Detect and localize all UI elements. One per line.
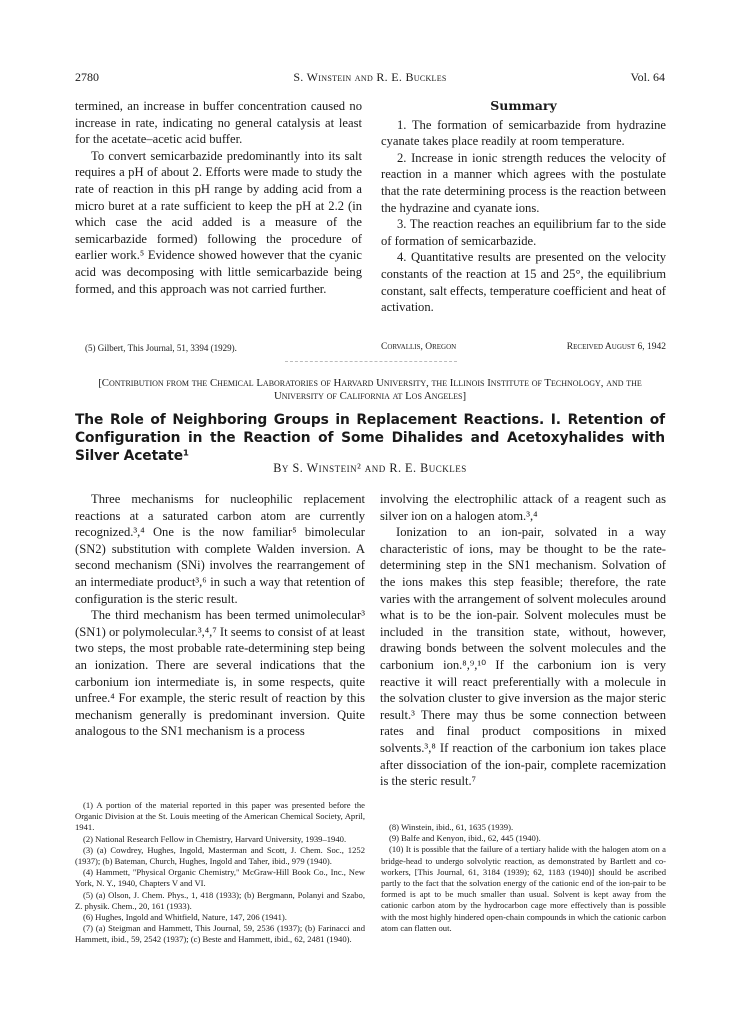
summary-item: 2. Increase in ionic strength reduces the velocity of reaction in a manner which agrees with the postulate that the rate determining process is the reaction between the hydrazine and cyanate ions.: [381, 150, 666, 215]
body-column-left: [75, 491, 365, 740]
footnotes-right: [381, 822, 666, 934]
summary-item: 4. Quantitative results are presented on the velocity constants of the reaction at 15 and 25°, the equilibrium constant, salt effects, temperature coefficient and heat of activation.: [381, 250, 666, 315]
summary-item: 3. The reaction reaches an equilibrium far to the side of formation of semicarbazide.: [381, 217, 666, 248]
footnote: (3) (a) Cowdrey, Hughes, Ingold, Masterman and Scott, J. Chem. Soc., 1252 (1937); (b) Bateman, Church, Hughes, Ingold and Taher, ibid., 979 (1940).: [75, 844, 365, 867]
contribution-line: [Contribution from the Chemical Laboratories of Harvard University, the Illinois Institute of Technology, and the University of California at Los Angeles]: [98, 377, 642, 402]
paragraph: The third mechanism has been termed unimolecular³ (SN1) or polymolecular.³,⁴,⁷ It seems to consist of at least two steps, the most probable rate-determining step being an ionization. There are several indications that the carbonium ion intermediate is, in some respects, quite unfree.⁴ For example, the steric result of reaction by this mechanism generally is predominant inversion. Quite analogous to the SN1 mechanism is a process: [75, 608, 365, 739]
authors-line: By S. Winstein² and R. E. Buckles: [273, 461, 467, 475]
footnote: (5) Gilbert, This Journal, 51, 3394 (1929).: [85, 343, 237, 353]
volume-label: Vol. 64: [630, 70, 665, 84]
footnote: (10) It is possible that the failure of a tertiary halide with the halogen atom on a bridge-head to undergo solvolytic reaction, as demonstrated by Bartlett and co-workers, [This Journal, 61, 3184 (1939); 62, 1183 (1940)] should be ascribed partly to the fact that the solvation energy of the cationic end of the ion-pair to be formed is apt to be much smaller than usual. Solvent is kept away from the cationic carbon atom by the hydrocarbon cage more effectively than is possible with the most highly hindered open-chain compounds in which the cationic carbon atom can flatten out.: [381, 844, 666, 933]
footnotes-left: [75, 800, 365, 946]
location: Corvallis, Oregon: [381, 342, 457, 352]
footnote: (1) A portion of the material reported in this paper was presented before the Organic Division at the St. Louis meeting of the American Chemical Society, April, 1941.: [75, 800, 365, 833]
received-date: Received August 6, 1942: [566, 342, 666, 352]
body-column-right: [380, 491, 666, 790]
summary-heading: Summary: [490, 98, 557, 113]
paragraph: involving the electrophilic attack of a reagent such as silver ion on a halogen atom.³,⁴: [380, 492, 666, 523]
section-divider: [285, 361, 457, 362]
footnote: (4) Hammett, "Physical Organic Chemistry," McGraw-Hill Book Co., Inc., New York, N. Y., 1940, Chapters V and VI.: [75, 867, 365, 889]
running-title: S. Winstein and R. E. Buckles: [293, 70, 447, 84]
page-number: 2780: [75, 70, 99, 84]
paragraph: Three mechanisms for nucleophilic replacement reactions at a saturated carbon atom are currently recognized.³,⁴ One is the now familiar⁵ bimolecular (SN2) substitution with complete Walden inversion. A second mechanism (SNi) involves the rearrangement of an intermediate product³,⁶ in such a way that retention of configuration is the steric result.: [75, 492, 365, 606]
footnote: (5) (a) Olson, J. Chem. Phys., 1, 418 (1933); (b) Bergmann, Polanyi and Szabo, Z. physik. Chem., 20, 161 (1933).: [75, 889, 365, 911]
running-header: [75, 70, 665, 86]
article-title: The Role of Neighboring Groups in Replacement Reactions. I. Retention of Configuration in the Reaction of Some Dihalides and Acetoxyhalides with Silver Acetate¹: [75, 412, 665, 464]
footnote: (7) (a) Steigman and Hammett, This Journal, 59, 2536 (1937); (b) Farinacci and Hammett, ibid., 59, 2542 (1937); (c) Beste and Hammett, ibid., 62, 2481 (1940).: [75, 923, 365, 945]
summary-item: 1. The formation of semicarbazide from hydrazine cyanate takes place readily at room temperature.: [381, 117, 666, 149]
summary-section: [381, 98, 666, 316]
footnote: (8) Winstein, ibid., 61, 1635 (1939).: [389, 822, 514, 832]
footnote: (9) Balfe and Kenyon, ibid., 62, 445 (1940).: [389, 833, 541, 844]
footnote: (6) Hughes, Ingold and Whitfield, Nature, 147, 206 (1941).: [83, 912, 287, 923]
paragraph: Ionization to an ion-pair, solvated in a way characteristic of ions, may be thought to be the rate-determining step in the SN1 mechanism. Solvation of the ions makes this step feasible; therefore, the rate varies with the arrangement of solvent molecules around what is to be the ion-pair. Solvent molecules must be included in the transition state, without, however, drawing bonds between the solvent molecules and the carbonium ion.⁸,⁹,¹⁰ If the carbonium ion is very reactive it will react preferentially with a molecule in the solvation cluster to give inversion as the major steric result.³ There may thus be some connection between rates and final product compositions in mixed solvents.³,⁸ If reaction of the carbonium ion takes place after dissociation of the ion-pair, complete racemization is the steric result.⁷: [380, 525, 666, 789]
paragraph: termined, an increase in buffer concentration caused no increase in rate, indicating no general catalysis at least for the acetate–acetic acid buffer.: [75, 99, 362, 147]
signature-line: [381, 342, 666, 352]
footnote: (2) National Research Fellow in Chemistry, Harvard University, 1939–1940.: [83, 833, 347, 844]
paragraph: To convert semicarbazide predominantly into its salt requires a pH of about 2. Efforts were made to study the rate of reaction in this pH range by adding acid from a micro buret at a rate sufficient to keep the pH at 2.2 (in which case the acid added is a measure of the semicarbazide formed) following the procedure of earlier work.⁵ Evidence showed however that the cyanic acid was decomposing with little semicarbazide being formed, and this approach was not carried further.: [75, 148, 362, 296]
previous-article-continuation: [75, 98, 362, 297]
